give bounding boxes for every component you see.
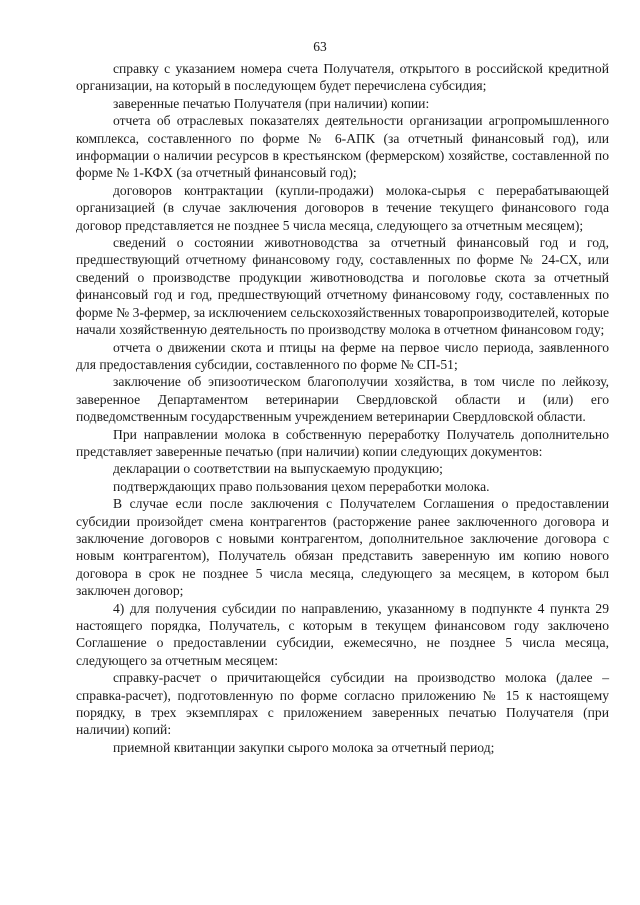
paragraph: При направлении молока в собственную переработку Получатель дополнительно представляет заверенные печатью (при наличии) копии следующих документов:	[76, 426, 609, 459]
paragraph: отчета об отраслевых показателях деятельности организации агропромышленного комплекса, составленного по форме № 6-АПК (за отчетный финансовый год), или информации о наличии ресурсов в крестьянском (фермерском) хозяйстве, составленной по форме № 1-КФХ (за отчетный финансовый год);	[76, 113, 609, 181]
paragraph: заключение об эпизоотическом благополучии хозяйства, в том числе по лейкозу, заверенное Департаментом ветеринарии Свердловской области и (или) его подведомственным государственным учреждением ветеринарии Свердловской области.	[76, 374, 609, 425]
paragraph: подтверждающих право пользования цехом переработки молока.	[113, 478, 490, 494]
page-number: 63	[313, 39, 327, 54]
paragraph: декларации о соответствии на выпускаемую продукцию;	[113, 461, 443, 477]
paragraph: приемной квитанции закупки сырого молока за отчетный период;	[113, 739, 495, 755]
paragraph: справку с указанием номера счета Получателя, открытого в российской кредитной организации, на который в последующем будет перечислена субсидия;	[76, 61, 609, 94]
paragraph: отчета о движении скота и птицы на ферме на первое число периода, заявленного для предоставления субсидии, составленного по форме № СП-51;	[76, 339, 609, 372]
paragraph: договоров контрактации (купли-продажи) молока-сырья с перерабатывающей организацией (в случае заключения договоров в течение текущего финансового года договор представляется не позднее 5 числа месяца, следующего за отчетным месяцем);	[76, 182, 609, 233]
paragraph: заверенные печатью Получателя (при наличии) копии:	[113, 95, 430, 111]
paragraph: справку-расчет о причитающейся субсидии на производство молока (далее – справка-расчет), подготовленную по форме согласно приложению № 15 к настоящему порядку, в трех экземплярах с приложением заверенных печатью Получателя (при наличии) копий:	[76, 670, 609, 738]
paragraph: сведений о состоянии животноводства за отчетный финансовый год и год, предшествующий отчетному финансовому году, составленных по форме № 24-СХ, или сведений о производстве продукции животноводства и поголовье скота за отчетный финансовый год и год, предшествующий отчетному финансовому году, составленных по форме № 3-фермер, за исключением сельскохозяйственных товаропроизводителей, которые начали хозяйственную деятельность по производству молока в отчетном финансовом году;	[76, 235, 609, 338]
document-body	[76, 60, 609, 756]
paragraph: 4) для получения субсидии по направлению, указанному в подпункте 4 пункта 29 настоящего порядка, Получатель, с которым в текущем финансовом году заключено Соглашение о предоставлении субсидии, ежемесячно, не позднее 5 числа месяца, следующего за отчетным месяцем:	[76, 600, 609, 668]
paragraph: В случае если после заключения с Получателем Соглашения о предоставлении субсидии произойдет смена контрагентов (расторжение ранее заключенного договора и заключение договоров с новыми контрагентом, дополнительное заключение договора с новым контрагентом), Получатель обязан представить заверенную им копию нового договора в срок не позднее 5 числа месяца, следующего за месяцем, в котором был заключен договор;	[76, 496, 609, 599]
